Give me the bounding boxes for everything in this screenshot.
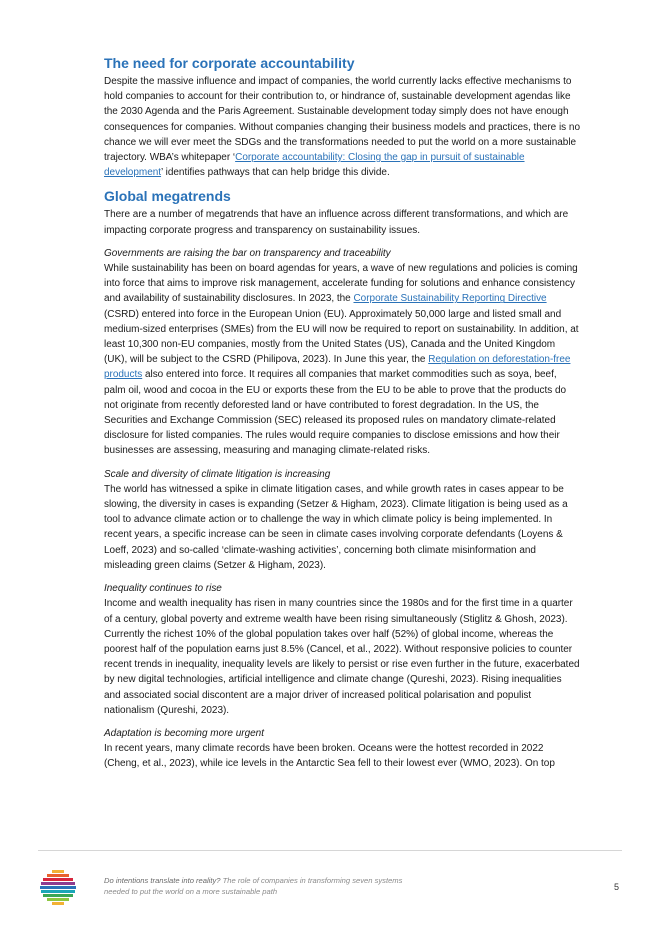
- paragraph-inequality: Income and wealth inequality has risen in many countries since the 1980s and for the first time in a quarter of a century, global poverty and extreme wealth have been rising simultaneously (Stiglitz & Ghosh, 2023). Currently the richest 10% of the global population takes over half (52%) of global income, whereas the poorest half of the population earns just 8.5% (Cancel, et al., 2022). Without responsive policies to counter recent trends in inequality, inequality levels are likely to persist or rise even further in the future, exacerbated by new digital technologies, artificial intelligence and climate change (Qureshi, 2023). Rising inequalities and associated social discontent are a major driver of increased political polarisation and populist nationalism (Qureshi, 2023).: [104, 598, 580, 716]
- subheading-inequality: Inequality continues to rise: [104, 583, 222, 595]
- wba-logo-icon: [38, 868, 78, 908]
- paragraph-megatrends-intro: There are a number of megatrends that have an influence across different transformations, and which are impacting corporate progress and transparency on sustainability issues.: [104, 209, 569, 236]
- page-content: [104, 55, 580, 772]
- section-heading-corporate-accountability: The need for corporate accountability: [104, 55, 355, 71]
- whitepaper-link[interactable]: Corporate accountability: Closing the gap in pursuit of sustainable development: [104, 152, 525, 179]
- paragraph-corporate-accountability: [104, 74, 580, 180]
- footer-divider: [38, 850, 622, 851]
- deforestation-regulation-link[interactable]: Regulation on deforestation-free products: [104, 354, 571, 381]
- subheading-adaptation: Adaptation is becoming more urgent: [104, 727, 264, 739]
- csrd-link[interactable]: Corporate Sustainability Reporting Directive: [353, 293, 547, 305]
- page-number: 5: [614, 882, 620, 892]
- text-run: also entered into force. It requires all companies that market commodities such as soya, beef, palm oil, wood and cocoa in the EU or exports these from the EU to be able to prove that the products do not originate from recently deforested land or have contributed to forest degradation. In the US, the Securities and Exchange Commission (SEC) released its proposed rules on mandatory climate-related disclosure for listed companies. The rules would require companies to disclose emissions and how their businesses are assessing, measuring and managing climate-related risks.: [104, 369, 567, 457]
- footer-report-title: [104, 875, 404, 897]
- paragraph-adaptation: In recent years, many climate records have been broken. Oceans were the hottest recorded in 2022 (Cheng, et al., 2023), while ice levels in the Antarctic Sea fell to their lowest ever (WMO, 2023). On top: [104, 743, 555, 770]
- section-heading-global-megatrends: Global megatrends: [104, 188, 231, 205]
- footer-title-rest: The role of companies in transforming seven systems needed to put the world on a more sustainable path: [104, 876, 403, 896]
- text-run: While sustainability has been on board agendas for years, a wave of new regulations and policies is coming into force that aims to improve risk management, accelerate funding for solutions and enhance consistency and availability of sustainability disclosures. In 2023, the: [104, 263, 578, 305]
- text-run: ’ identifies pathways that can help bridge this divide.: [161, 167, 390, 179]
- subheading-governments: Governments are raising the bar on transparency and traceability: [104, 247, 391, 259]
- paragraph-litigation: The world has witnessed a spike in climate litigation cases, and while growth rates in cases appear to be slowing, the diversity in cases is expanding (Setzer & Higham, 2023). Climate litigation is being used as a tool to advance climate action or to challenge the way in which climate policy is being implemented. In recent years, a specific increase can be seen in climate cases involving corporate defendants (Loyens & Loeff, 2023) and so-called ‘climate-washing activities’, concerning both climate misinformation and misleading green claims (Setzer & Higham, 2023).: [104, 483, 568, 571]
- text-run: Despite the massive influence and impact of companies, the world currently lacks effective mechanisms to hold companies to account for their contribution to, or hindrance of, sustainable development agendas like the 2030 Agenda and the Paris Agreement. Sustainable development today simply does not have enough consequences for companies. Without companies changing their business models and practices, there is no chance we will ever meet the SDGs and the transformations needed to put the world on a more sustainable trajectory. WBA’s whitepaper ‘: [104, 76, 580, 164]
- paragraph-governments: [104, 261, 580, 459]
- text-run: (CSRD) entered into force in the European Union (EU). Approximately 50,000 large and listed small and medium-sized enterprises (SMEs) from the EU will now be required to report on sustainability. In addition, at least 10,300 non-EU companies, mostly from the United States (US), Canada and the United Kingdom (UK), will be subject to the CSRD (Philipova, 2023). In June this year, the: [104, 308, 579, 366]
- subheading-litigation: Scale and diversity of climate litigation is increasing: [104, 468, 331, 480]
- footer-title-lead: Do intentions translate into reality?: [104, 876, 221, 885]
